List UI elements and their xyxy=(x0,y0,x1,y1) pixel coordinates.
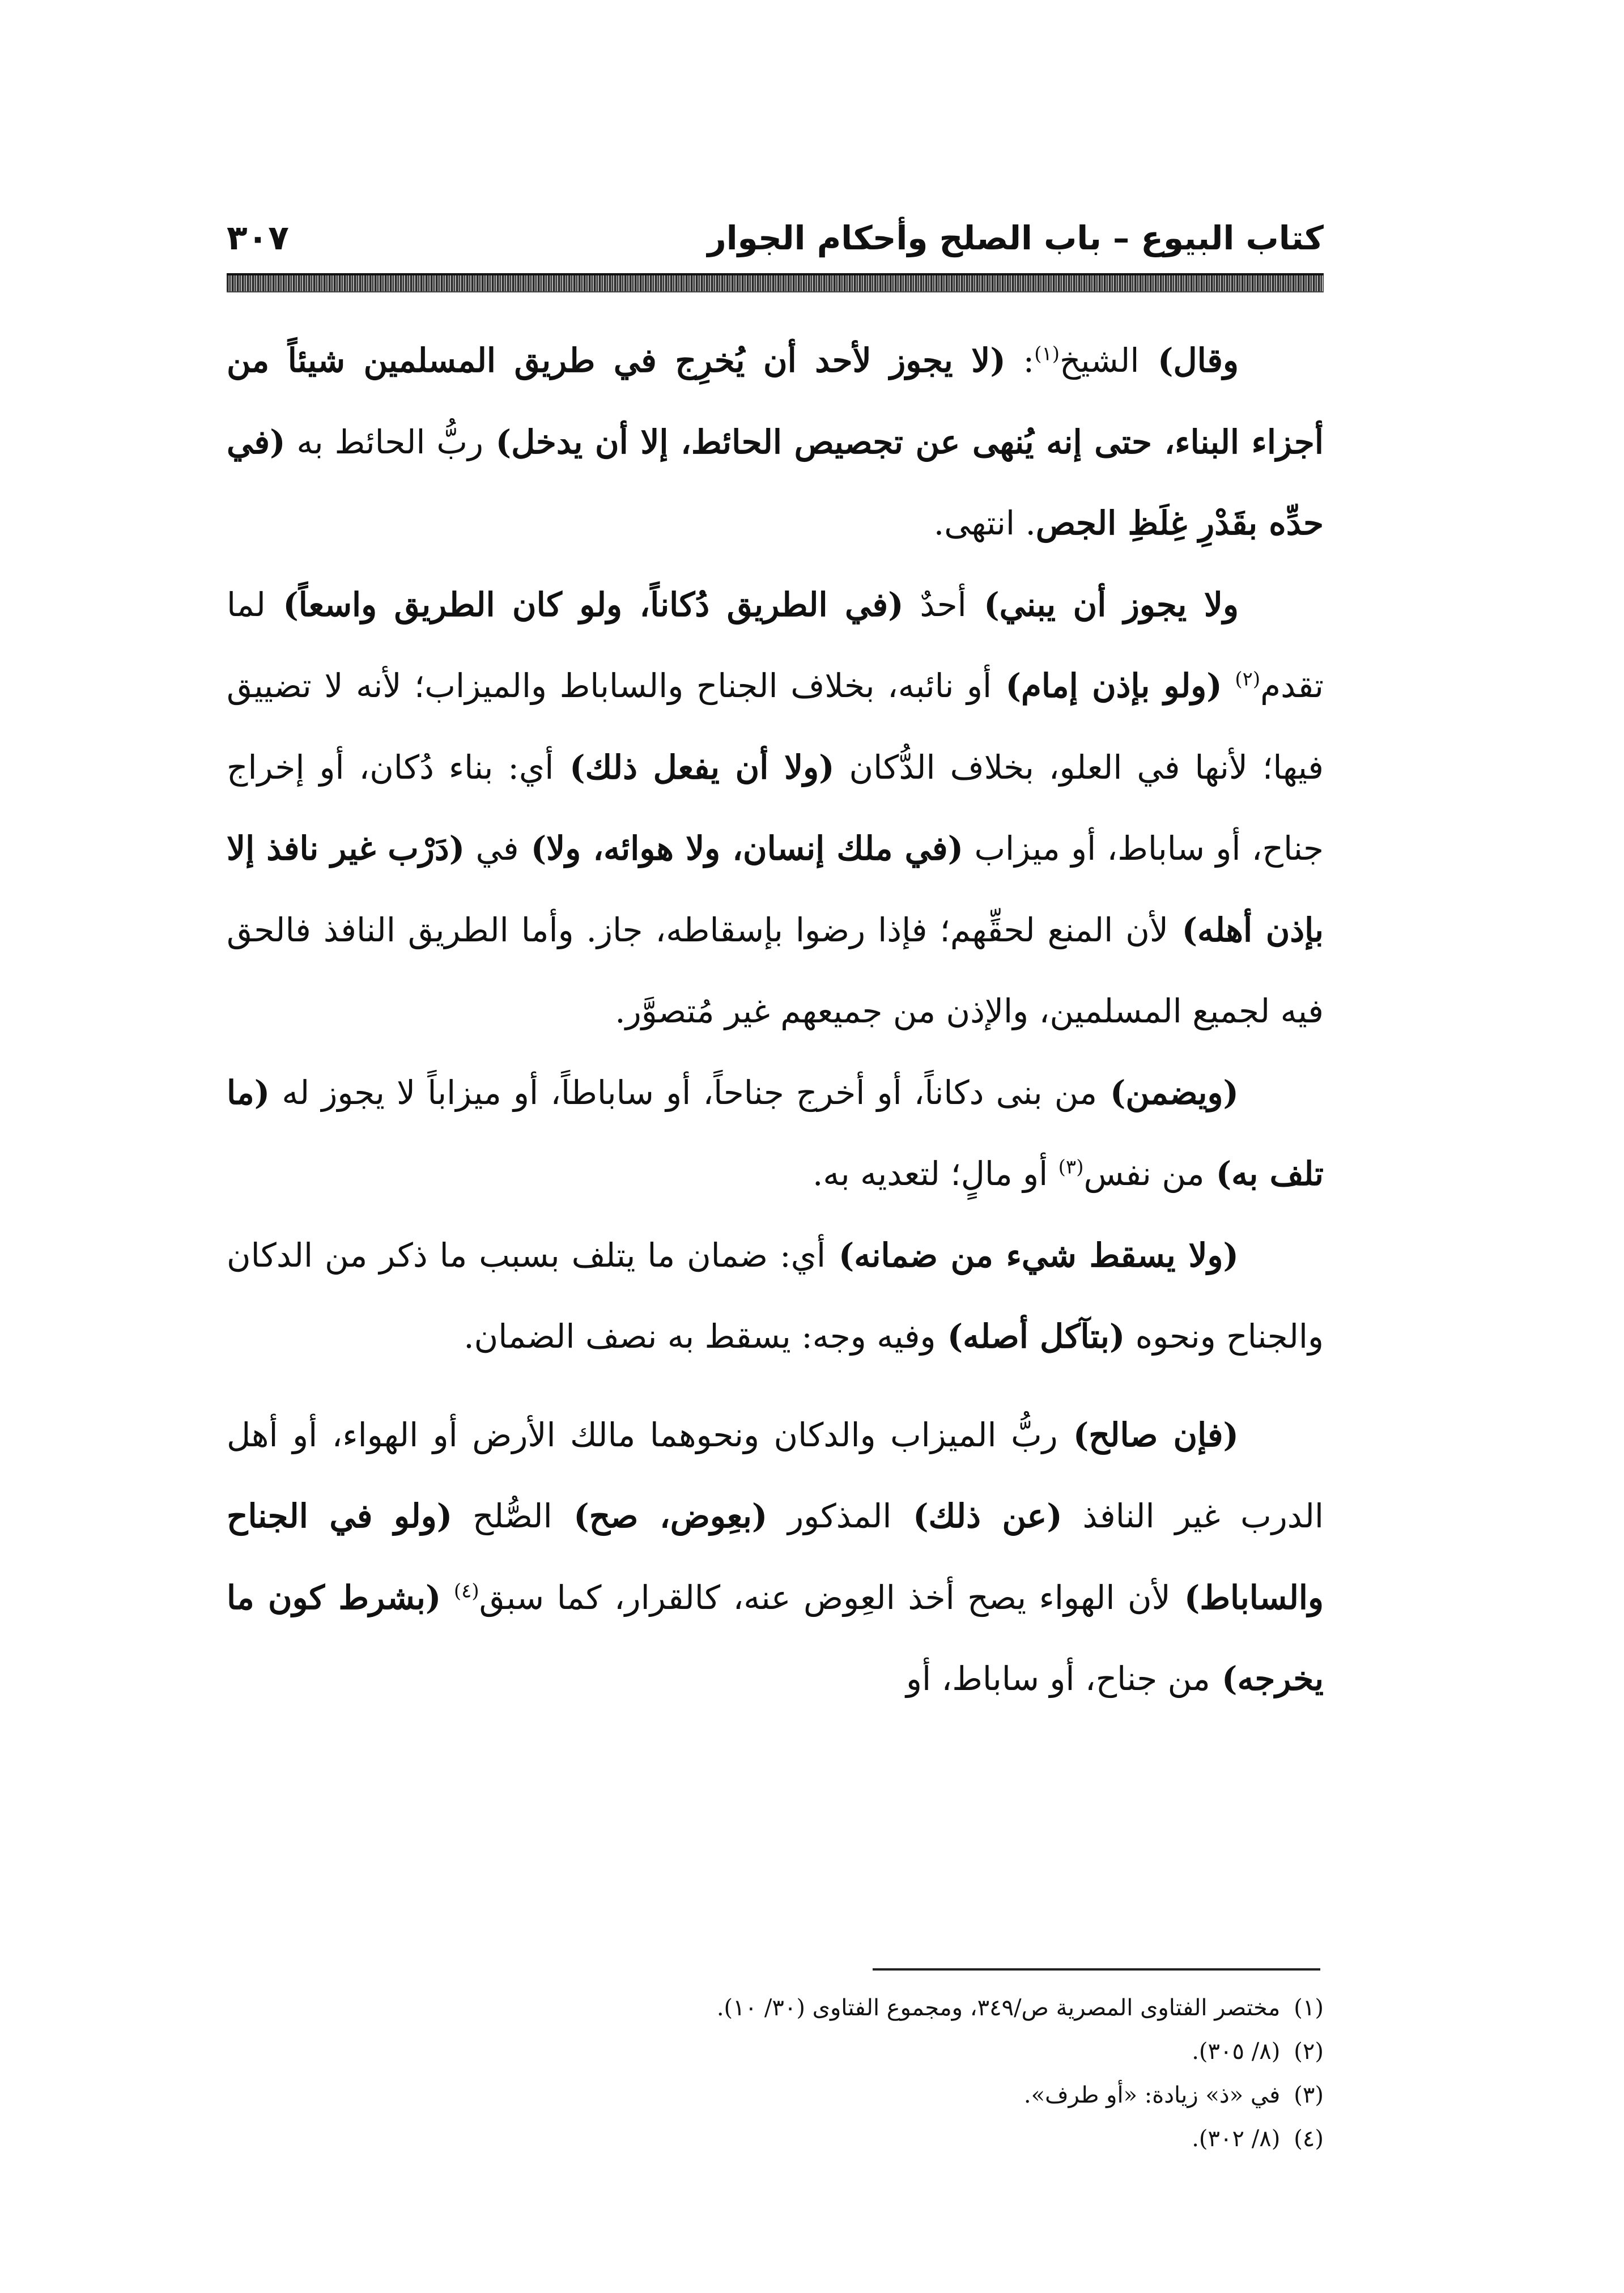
footnotes xyxy=(247,1986,1324,2161)
text-segment: لما تقدم xyxy=(227,585,1324,705)
text-segment: (عن ذلك) xyxy=(891,1497,1062,1535)
running-header xyxy=(227,213,1324,275)
text-segment: (ويضمن) xyxy=(1097,1073,1239,1112)
footnote-2 xyxy=(247,2030,1324,2074)
text-segment: (في ملك إنسان، ولا هوائه، ولا) xyxy=(518,829,964,868)
footnote-ref: (٣) xyxy=(1058,1156,1084,1179)
text-segment: الشيخ xyxy=(1059,341,1140,380)
text-segment: (ولو بإذن إمام) xyxy=(992,666,1222,705)
text-segment: (ولا يسقط شيء من ضمانه) xyxy=(826,1235,1239,1275)
text-segment: (في حدِّه بقَدْرِ غِلَظِ الجص xyxy=(227,422,1324,542)
text-segment: لأن الهواء يصح أخذ العِوض عنه، كالقرار، كما سبق xyxy=(479,1578,1171,1617)
footnote-4 xyxy=(247,2117,1324,2161)
footnote-number: (٢) xyxy=(1294,2039,1324,2065)
footnote-text: في «ذ» زيادة: «أو طرف». xyxy=(1023,2082,1281,2108)
footnote-text: مختصر الفتاوى المصرية ص/٣٤٩، ومجموع الفتاوى (٣٠/ ١٠). xyxy=(716,1995,1281,2021)
text-segment: وفيه وجه: يسقط به نصف الضمان. xyxy=(464,1317,936,1356)
running-title: كتاب البيوع – باب الصلح وأحكام الجوار xyxy=(707,219,1324,257)
text-segment: ولا يجوز أن يبني) xyxy=(966,585,1239,624)
footnote-separator xyxy=(873,1968,1320,1971)
text-segment: (فإن صالح) xyxy=(1057,1415,1239,1454)
paragraph xyxy=(227,1052,1324,1215)
footnote-ref: (١) xyxy=(1034,342,1060,366)
text-segment: (في الطريق دُكاناً، ولو كان الطريق واسعاً) xyxy=(265,585,904,624)
text-segment: أي: بناء دُكان، أو إخراج جناح، أو ساباط، أو ميزاب xyxy=(227,748,1324,868)
footnote-number: (٣) xyxy=(1294,2082,1324,2108)
text-segment: . انتهى. xyxy=(933,504,1036,542)
text-segment: (ولو في الجناح والساباط) xyxy=(227,1497,1324,1617)
text-segment: المذكور xyxy=(767,1497,892,1535)
text-segment xyxy=(1222,666,1235,705)
footnote-ref: (٤) xyxy=(453,1579,479,1603)
text-segment: من جناح، أو ساباط، أو xyxy=(905,1659,1210,1698)
text-segment: من بنى دكاناً، أو أخرج جناحاً، أو ساباطاً، أو ميزاباً لا يجوز له xyxy=(270,1073,1098,1112)
text-segment: (بشرط كون ما يخرجه) xyxy=(227,1578,1324,1698)
footnote-3 xyxy=(247,2074,1324,2117)
text-segment: (ولا أن يفعل ذلك) xyxy=(554,748,835,787)
text-segment: الصُّلح xyxy=(452,1497,552,1535)
text-segment: أو نائبه، بخلاف الجناح والساباط والميزاب؛ لأنه لا تضييق فيها؛ لأنها في العلو، بخلاف الدُّكان xyxy=(227,666,1324,787)
text-segment: لأن المنع لحقِّهم؛ فإذا رضوا بإسقاطه، جاز. وأما الطريق النافذ فالحق فيه لجميع المسلمين، والإذن من جميعهم غير مُتصوَّر. xyxy=(227,910,1324,1030)
text-segment: وقال) xyxy=(1139,341,1239,380)
text-segment: في xyxy=(465,829,519,868)
paragraph xyxy=(227,320,1324,564)
text-segment: من نفس xyxy=(1083,1154,1205,1193)
text-segment: (لا يجوز لأحد أن يُخرِج في طريق المسلمين شيئاً من أجزاء البناء، حتى إنه يُنهى عن تجصيص الحائط، إلا أن يدخل) xyxy=(227,341,1324,461)
footnote-number: (٤) xyxy=(1294,2126,1324,2152)
footnote-text: (٨/ ٣٠٢). xyxy=(1192,2126,1281,2152)
text-segment: (ما تلف به) xyxy=(227,1073,1324,1193)
text-segment: أي: ضمان ما يتلف بسبب ما ذكر من الدكان والجناح ونحوه xyxy=(227,1235,1324,1356)
header-rule xyxy=(227,273,1324,292)
text-segment xyxy=(441,1578,454,1617)
main-text xyxy=(227,320,1324,1720)
paragraph xyxy=(227,1395,1324,1720)
paragraph xyxy=(227,1215,1324,1378)
footnote-ref: (٢) xyxy=(1235,668,1261,691)
footnote-1 xyxy=(247,1986,1324,2030)
text-segment: أحدٌ xyxy=(903,585,967,624)
text-segment: ربُّ الميزاب والدكان ونحوهما مالك الأرض أو الهواء، أو أهل الدرب غير النافذ xyxy=(227,1415,1324,1535)
text-segment: (بعِوض، صح) xyxy=(552,1497,768,1535)
text-segment: أو مالٍ؛ لتعديه به. xyxy=(812,1154,1058,1193)
text-segment: ربُّ الحائط به xyxy=(285,422,484,461)
text-segment: (بتآكل أصله) xyxy=(936,1317,1125,1356)
page-number: ٣٠٧ xyxy=(227,218,289,258)
text-segment: : xyxy=(1005,341,1035,380)
paragraph xyxy=(227,564,1324,1052)
text-segment: (دَرْب غير نافذ إلا بإذن أهله) xyxy=(227,829,1324,949)
footnote-text: (٨/ ٣٠٥). xyxy=(1192,2039,1281,2065)
footnote-number: (١) xyxy=(1294,1995,1324,2021)
